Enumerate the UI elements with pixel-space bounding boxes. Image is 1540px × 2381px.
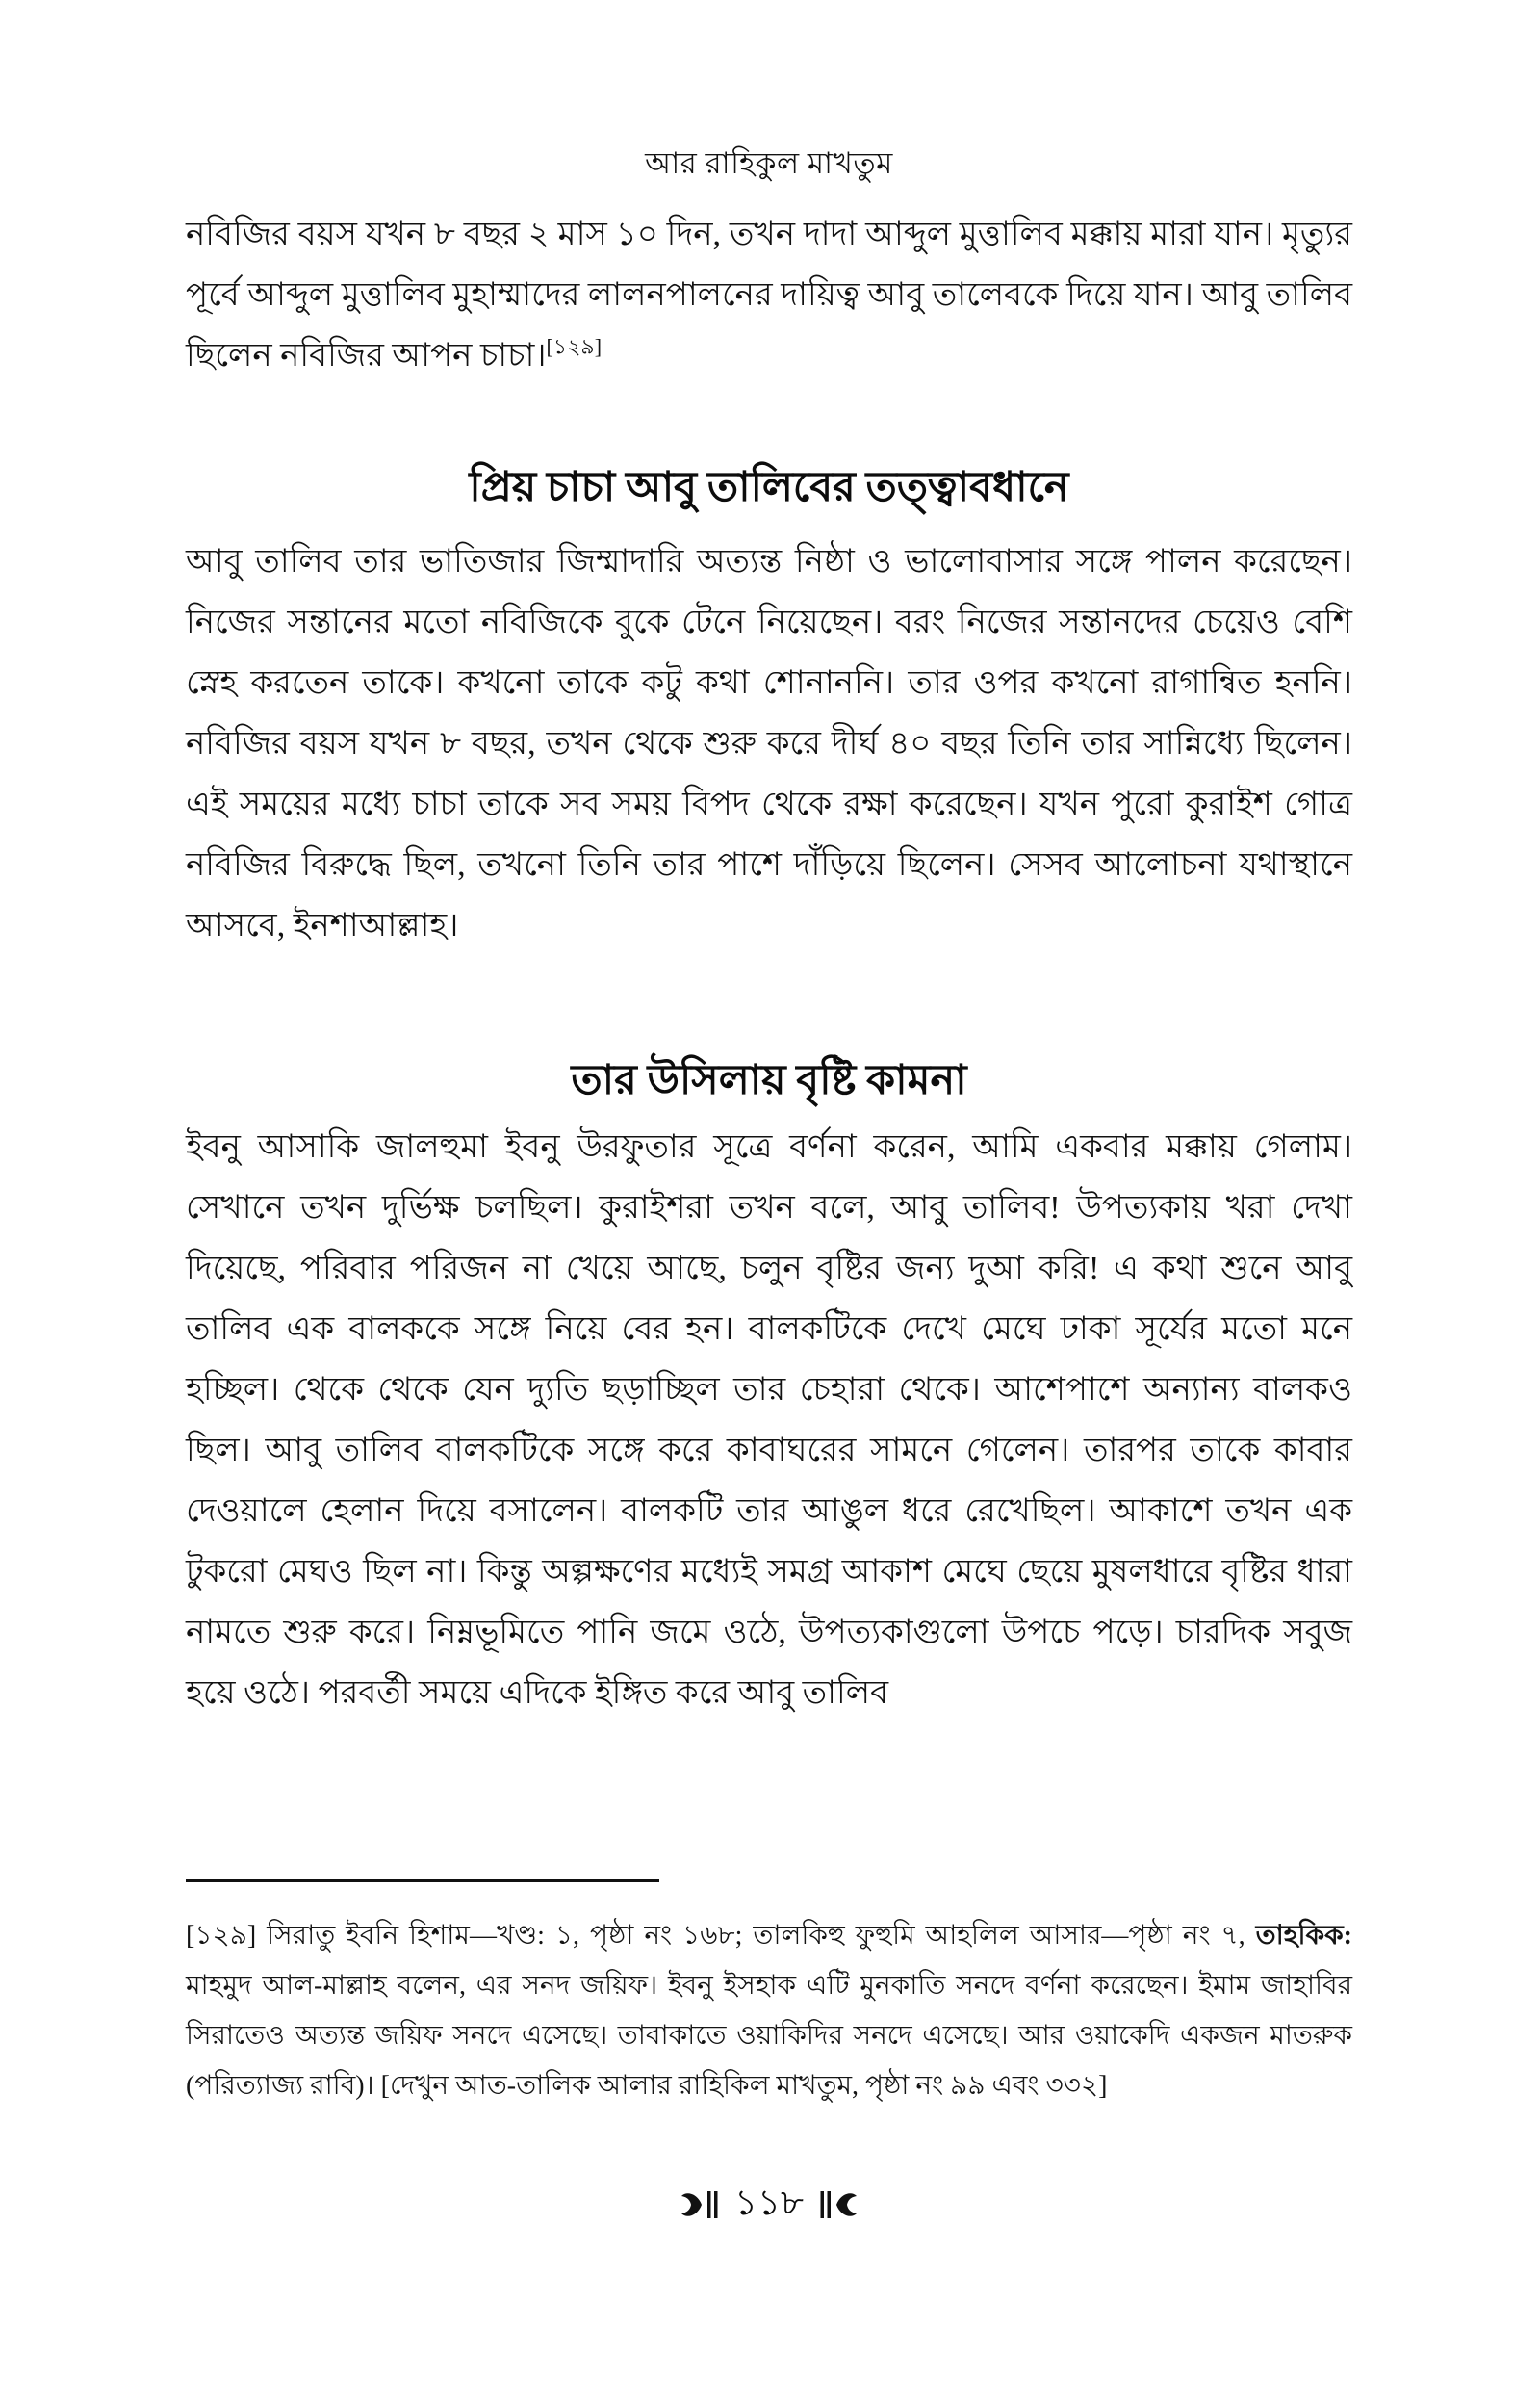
paragraph-rain-prayer: ইবনু আসাকি জালহুমা ইবনু উরফুতার সূত্রে বর্ণনা করেন, আমি একবার মক্কায় গেলাম। সেখানে তখন দুর্ভিক্ষ চলছিল। কুরাইশরা তখন বলে, আবু তালিব! উপত্যকায় খরা দেখা দিয়েছে, পরিবার পরিজন না খেয়ে আছে, চলুন বৃষ্টির জন্য দুআ করি! এ কথা শুনে আবু তালিব এক বালককে সঙ্গে নিয়ে বের হন। বালকটিকে দেখে মেঘে ঢাকা সূর্যের মতো মনে হচ্ছিল। থেকে থেকে যেন দ্যুতি ছড়াচ্ছিল তার চেহারা থেকে। আশেপাশে অন্যান্য বালকও ছিল। আবু তালিব বালকটিকে সঙ্গে করে কাবাঘরের সামনে গেলেন। তারপর তাকে কাবার দেওয়ালে হেলান দিয়ে বসালেন। বালকটি তার আঙুল ধরে রেখেছিল। আকাশে তখন এক টুকরো মেঘও ছিল না। কিন্তু অল্পক্ষণের মধ্যেই সমগ্র আকাশ মেঘে ছেয়ে মুষলধারে বৃষ্টির ধারা নামতে শুরু করে। নিম্নভূমিতে পানি জমে ওঠে, উপত্যকাগুলো উপচে পড়ে। চারদিক সবুজ হয়ে ওঠে। পরবর্তী সময়ে এদিকে ইঙ্গিত করে আবু তালিব (186, 1129, 1353, 1711)
page-ornament-left-icon (679, 2188, 721, 2221)
footnote-divider (186, 1879, 659, 1882)
footnote (186, 1911, 1352, 2111)
footnote-area (186, 1879, 1352, 2111)
footnote-bold-label: তাহকিক: (1255, 1921, 1352, 1951)
page-ornament-right-icon (817, 2188, 860, 2221)
section-heading-rain-prayer: তার উসিলায় বৃষ্টি কামনা (571, 1058, 967, 1103)
footnote-ref: [১২৯] (546, 334, 603, 359)
paragraph-guardianship: আবু তালিব তার ভাতিজার জিম্মাদারি অত্যন্ত নিষ্ঠা ও ভালোবাসার সঙ্গে পালন করেছেন। নিজের সন্তানের মতো নবিজিকে বুকে টেনে নিয়েছেন। বরং নিজের সন্তানদের চেয়েও বেশি স্নেহ করতেন তাকে। কখনো তাকে কটু কথা শোনাননি। তার ওপর কখনো রাগান্বিত হননি। নবিজির বয়স যখন ৮ বছর, তখন থেকে শুরু করে দীর্ঘ ৪০ বছর তিনি তার সান্নিধ্যে ছিলেন। এই সময়ের মধ্যে চাচা তাকে সব সময় বিপদ থেকে রক্ষা করেছেন। যখন পুরো কুরাইশ গোত্র নবিজির বিরুদ্ধে ছিল, তখনো তিনি তার পাশে দাঁড়িয়ে ছিলেন। সেসব আলোচনা যথাস্থানে আসবে, ইনশাআল্লাহ। (186, 544, 1352, 944)
footnote-marker: [১২৯] (186, 1921, 257, 1951)
running-head: আর রাহিকুল মাখতুম (645, 146, 893, 180)
page-content (186, 0, 1352, 2381)
section-heading-guardianship: প্রিয় চাচা আবু তালিবের তত্ত্বাবধানে (469, 465, 1069, 510)
footnote-text-1: সিরাতু ইবনি হিশাম—খণ্ড: ১, পৃষ্ঠা নং ১৬৮; তালকিহু ফুহুমি আহলিল আসার—পৃষ্ঠা নং ৭, (256, 1921, 1256, 1951)
page-number-row (186, 2174, 1352, 2235)
paragraph-intro-text: নবিজির বয়স যখন ৮ বছর ২ মাস ১০ দিন, তখন দাদা আব্দুল মুত্তালিব মক্কায় মারা যান। মৃত্যুর পূর্বে আব্দুল মুত্তালিব মুহাম্মাদের লালনপালনের দায়িত্ব আবু তালেবকে দিয়ে যান। আবু তালিব ছিলেন নবিজির আপন চাচা। (186, 217, 1352, 374)
footnote-text-2: মাহমুদ আল-মাল্লাহ বলেন, এর সনদ জয়িফ। ইবনু ইসহাক এটি মুনকাতি সনদে বর্ণনা করেছেন। ইমাম জাহাবির সিরাতেও অত্যন্ত জয়িফ সনদে এসেছে। তাবাকাতে ওয়াকিদির সনদে এসেছে। আর ওয়াকেদি একজন মাতরুক (পরিত্যাজ্য রাবি)। [দেখুন আত-তালিক আলার রাহিকিল মাখতুম, পৃষ্ঠা নং ৯৯ এবং ৩৩২] (186, 1971, 1352, 2101)
paragraph-intro (186, 204, 1352, 386)
page-number: ১১৮ (733, 2184, 805, 2223)
